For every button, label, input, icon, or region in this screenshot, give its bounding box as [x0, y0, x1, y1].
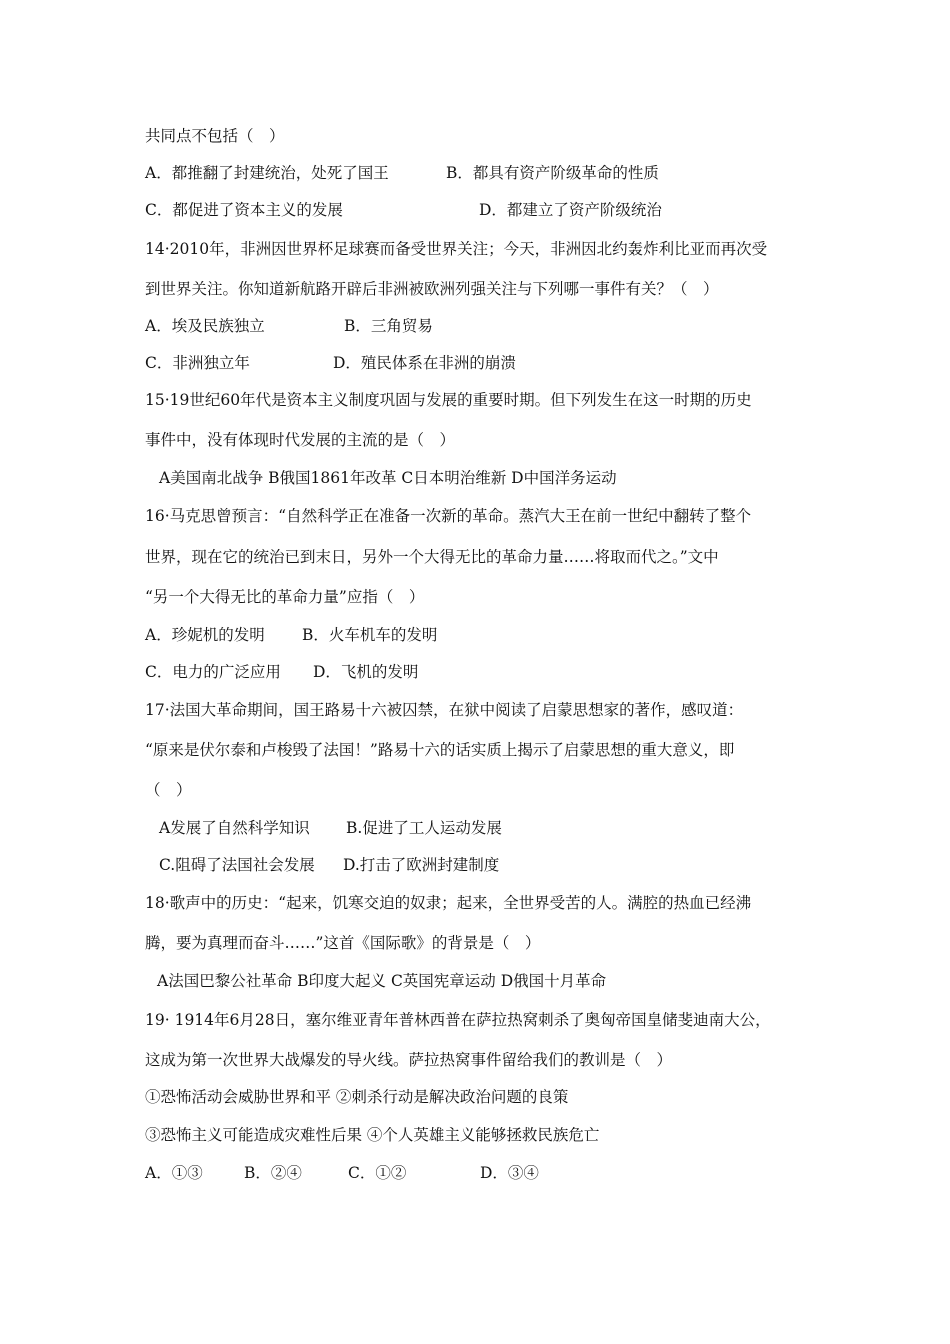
q19-option-d: D．③④	[480, 1164, 539, 1182]
q19-stem-line-2: 这成为第一次世界大战爆发的导火线。萨拉热窝事件留给我们的教训是（ ）	[145, 1051, 673, 1069]
q17-option-a: A发展了自然科学知识	[159, 819, 310, 837]
q16-stem-line-1: 16·马克思曾预言：“自然科学正在准备一次新的革命。蒸汽大王在前一世纪中翻转了整个	[145, 507, 752, 525]
q19-statement-line-2: ③恐怖主义可能造成灾难性后果 ④个人英雄主义能够拯救民族危亡	[145, 1126, 600, 1144]
q17-option-c: C.阻碍了法国社会发展	[159, 856, 315, 874]
q14-stem-line-2: 到世界关注。你知道新航路开辟后非洲被欧洲列强关注与下列哪一事件有关？（ ）	[145, 280, 719, 298]
q17-option-b: B.促进了工人运动发展	[346, 819, 502, 837]
q18-options: A法国巴黎公社革命 B印度大起义 C英国宪章运动 D俄国十月革命	[157, 972, 607, 990]
q13-option-a: A．都推翻了封建统治，处死了国王	[145, 164, 389, 182]
q13-tail: 共同点不包括（ ）	[145, 127, 285, 145]
q19-option-a: A．①③	[145, 1164, 203, 1182]
q15-stem-line-1: 15·19世纪60年代是资本主义制度巩固与发展的重要时期。但下列发生在这一时期的历史	[145, 391, 752, 409]
q16-option-d: D．飞机的发明	[313, 663, 419, 681]
q14-stem-line-1: 14·2010年，非洲因世界杯足球赛而备受世界关注；今天，非洲因北约轰炸利比亚而再次受	[145, 240, 768, 258]
q15-options: A美国南北战争 B俄国1861年改革 C日本明治维新 D中国洋务运动	[159, 469, 617, 487]
q19-option-b: B．②④	[244, 1164, 302, 1182]
q14-option-d: D．殖民体系在非洲的崩溃	[333, 354, 516, 372]
q16-option-c: C．电力的广泛应用	[145, 663, 281, 681]
q17-stem-line-2: “原来是伏尔泰和卢梭毁了法国！”路易十六的话实质上揭示了启蒙思想的重大意义，即	[145, 741, 735, 759]
q17-option-d: D.打击了欧洲封建制度	[343, 856, 500, 874]
q16-stem-line-3: “另一个大得无比的革命力量”应指（ ）	[145, 588, 425, 606]
q16-stem-line-2: 世界，现在它的统治已到末日，另外一个大得无比的革命力量……将取而代之。”文中	[145, 548, 719, 566]
q15-stem-line-2: 事件中，没有体现时代发展的主流的是（ ）	[145, 431, 456, 449]
q16-option-a: A．珍妮机的发明	[145, 626, 265, 644]
q13-option-c: C．都促进了资本主义的发展	[145, 201, 343, 219]
q19-statement-line-1: ①恐怖活动会威胁世界和平 ②刺杀行动是解决政治问题的良策	[145, 1088, 569, 1106]
q14-option-c: C．非洲独立年	[145, 354, 250, 372]
q17-stem-line-3: （ ）	[145, 781, 192, 799]
q18-stem-line-2: 腾，要为真理而奋斗……”这首《国际歌》的背景是（ ）	[145, 934, 541, 952]
q17-stem-line-1: 17·法国大革命期间，国王路易十六被囚禁，在狱中阅读了启蒙思想家的著作，感叹道：	[145, 701, 744, 719]
q19-option-c: C．①②	[348, 1164, 407, 1182]
q18-stem-line-1: 18·歌声中的历史：“起来，饥寒交迫的奴隶；起来，全世界受苦的人。满腔的热血已经沸	[145, 894, 752, 912]
q13-option-b: B．都具有资产阶级革命的性质	[446, 164, 659, 182]
q14-option-a: A．埃及民族独立	[145, 317, 265, 335]
q13-option-d: D．都建立了资产阶级统治	[479, 201, 662, 219]
q19-stem-line-1: 19· 1914年6月28日，塞尔维亚青年普林西普在萨拉热窝刺杀了奥匈帝国皇储斐迪南大公，	[145, 1011, 771, 1029]
q16-option-b: B．火车机车的发明	[302, 626, 438, 644]
q14-option-b: B．三角贸易	[344, 317, 433, 335]
